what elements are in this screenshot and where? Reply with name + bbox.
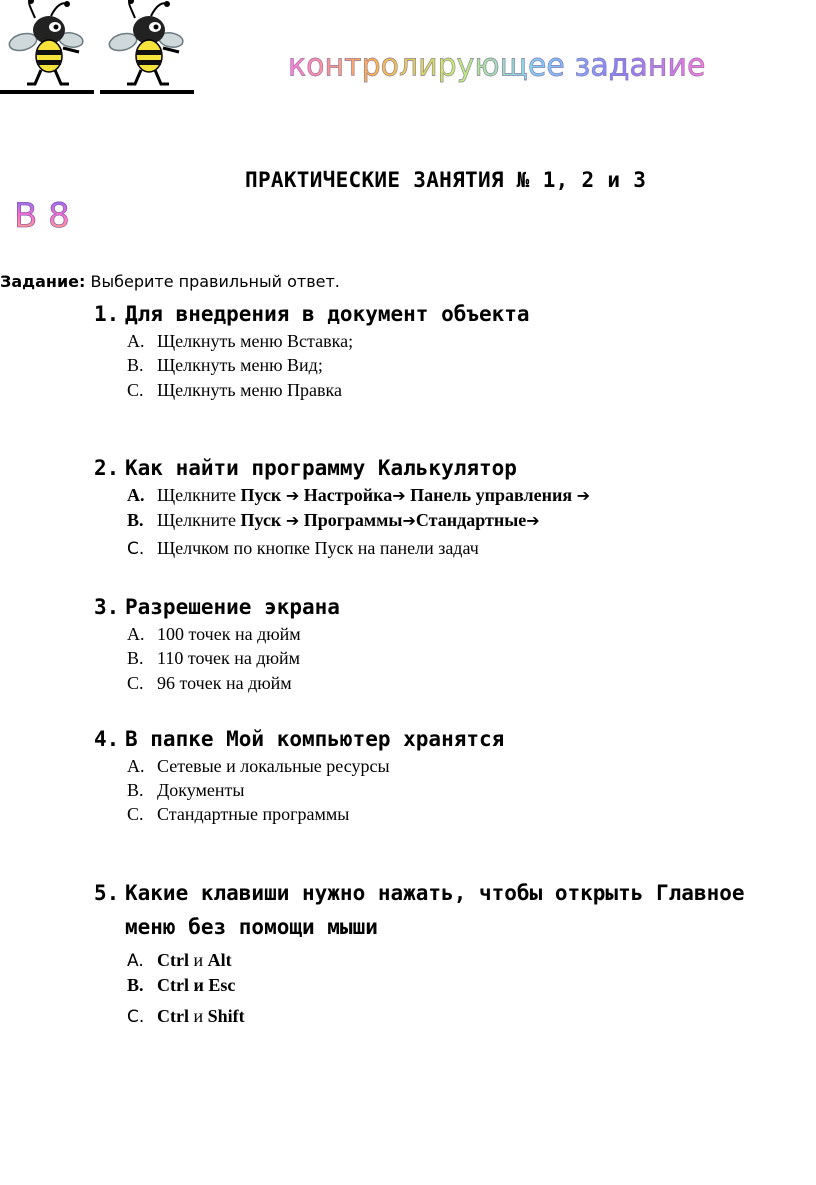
option-1a[interactable]: A. Щелкнуть меню Вставка; bbox=[127, 331, 354, 351]
task-text: Выберите правильный ответ. bbox=[85, 272, 340, 291]
option-4c[interactable]: C. Стандартные программы bbox=[127, 804, 350, 824]
question-3: 3. Разрешение экрана bbox=[94, 595, 340, 619]
arrow-icon: ➔ bbox=[576, 486, 590, 505]
option-1b[interactable]: B. Щелкнуть меню Вид; bbox=[127, 355, 323, 375]
option-5c[interactable]: C. Ctrl и Shift bbox=[127, 1006, 245, 1027]
arrow-icon: ➔ bbox=[402, 511, 416, 530]
option-4b[interactable]: B. Документы bbox=[127, 780, 245, 800]
question-5: 5. Какие клавиши нужно нажать, чтобы открыть Главное меню без помощи мыши bbox=[94, 881, 745, 939]
question-2: 2. Как найти программу Калькулятор bbox=[94, 456, 517, 480]
question-4: 4. В папке Мой компьютер хранятся bbox=[94, 727, 505, 751]
option-1c[interactable]: C. Щелкнуть меню Правка bbox=[127, 380, 342, 400]
option-2a[interactable]: A. Щелкните Пуск ➔ Настройка➔ Панель управления ➔ bbox=[127, 485, 590, 505]
arrow-icon: ➔ bbox=[285, 486, 300, 505]
bee-icon bbox=[105, 0, 195, 88]
option-3c[interactable]: C. 96 точек на дюйм bbox=[127, 673, 292, 693]
option-5a[interactable]: A. Ctrl и Alt bbox=[127, 950, 232, 971]
arrow-icon: ➔ bbox=[526, 511, 540, 530]
option-4a[interactable]: A. Сетевые и локальные ресурсы bbox=[127, 756, 390, 776]
arrow-icon: ➔ bbox=[392, 486, 406, 505]
option-2b[interactable]: B. Щелкните Пуск ➔ Программы➔Стандартные➔ bbox=[127, 510, 540, 530]
header-banner: контролирующее задание bbox=[288, 47, 706, 84]
task-label: Задание: bbox=[0, 272, 86, 291]
page-title: ПРАКТИЧЕСКИЕ ЗАНЯТИЯ № 1, 2 и 3 bbox=[245, 168, 647, 192]
option-5b[interactable]: B. Ctrl и Esc bbox=[127, 975, 236, 995]
option-3a[interactable]: A. 100 точек на дюйм bbox=[127, 624, 301, 644]
option-3b[interactable]: B. 110 точек на дюйм bbox=[127, 648, 301, 668]
arrow-icon: ➔ bbox=[285, 511, 300, 530]
task-instruction bbox=[0, 272, 340, 291]
underline-rule bbox=[0, 90, 94, 94]
option-2c[interactable]: C. Щелчком по кнопке Пуск на панели задач bbox=[127, 538, 479, 559]
variant-badge: В 8 bbox=[14, 196, 70, 236]
bee-icon bbox=[5, 0, 95, 88]
underline-rule bbox=[100, 90, 194, 94]
question-1: 1. Для внедрения в документ объекта bbox=[94, 302, 530, 326]
